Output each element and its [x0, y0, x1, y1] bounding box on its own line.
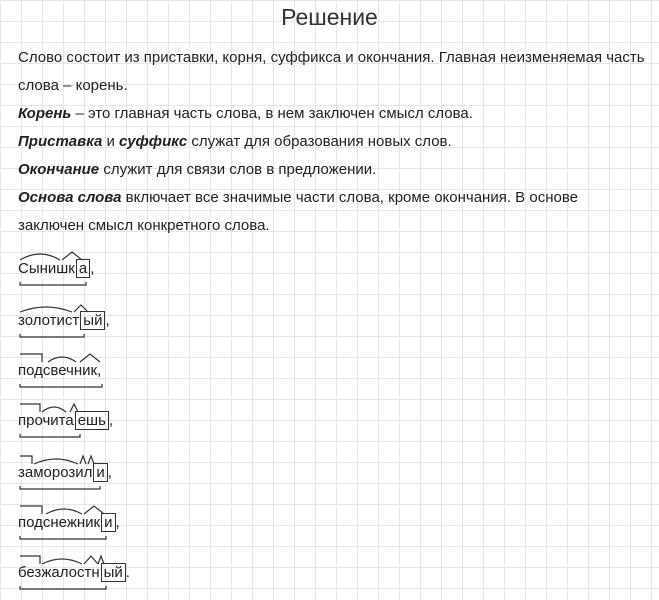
word-ending: ый: [101, 563, 126, 582]
word-punct: .: [125, 564, 130, 581]
paragraph-stem: [18, 184, 648, 240]
term-suffix: суффикс: [119, 133, 188, 150]
word-punct: ,: [97, 362, 102, 379]
word-ending: ый: [80, 311, 105, 330]
word-punct: ,: [90, 260, 95, 277]
word-punct: ,: [107, 464, 112, 481]
term-ending: Окончание: [18, 161, 100, 178]
paragraph-prefix-suffix: [18, 128, 648, 156]
word-stem: Сынишк: [18, 260, 75, 277]
text-ending: служит для связи слов в предложении.: [99, 161, 377, 178]
word-punct: ,: [105, 312, 110, 329]
word-ending: и: [93, 463, 107, 482]
paragraph-root: [18, 100, 648, 128]
paragraph-ending: [18, 156, 648, 184]
word-ending: а: [76, 259, 90, 278]
word-stem: прочита: [18, 412, 74, 429]
word-stem: заморозил: [18, 464, 93, 481]
word-stem: подсвечник: [18, 362, 98, 379]
term-prefix: Приставка: [18, 133, 103, 150]
word-punct: ,: [115, 514, 120, 531]
word-stem: золотист: [18, 312, 80, 329]
word-ending: ешь: [75, 411, 109, 430]
page-title: Решение: [281, 4, 378, 30]
term-stem: Основа слова: [18, 189, 122, 206]
text-prefix-suffix: служат для образования новых слов.: [187, 133, 452, 150]
term-root: Корень: [18, 105, 72, 122]
word-ending: и: [101, 513, 115, 532]
text-stem: включает все значимые части слова, кроме окончания. В основе заключен смысл конкретного слова.: [18, 189, 578, 234]
text-root: – это главная часть слова, в нем заключен смысл слова.: [71, 105, 473, 122]
word-stem: подснежник: [18, 514, 101, 531]
word-punct: ,: [108, 412, 114, 429]
paragraph-parts-of-word: Слово состоит из приставки, корня, суффикса и окончания. Главная неизменяемая часть слова – корень.: [18, 49, 645, 94]
text-and: и: [102, 133, 120, 150]
word-stem: безжалостн: [18, 564, 100, 581]
